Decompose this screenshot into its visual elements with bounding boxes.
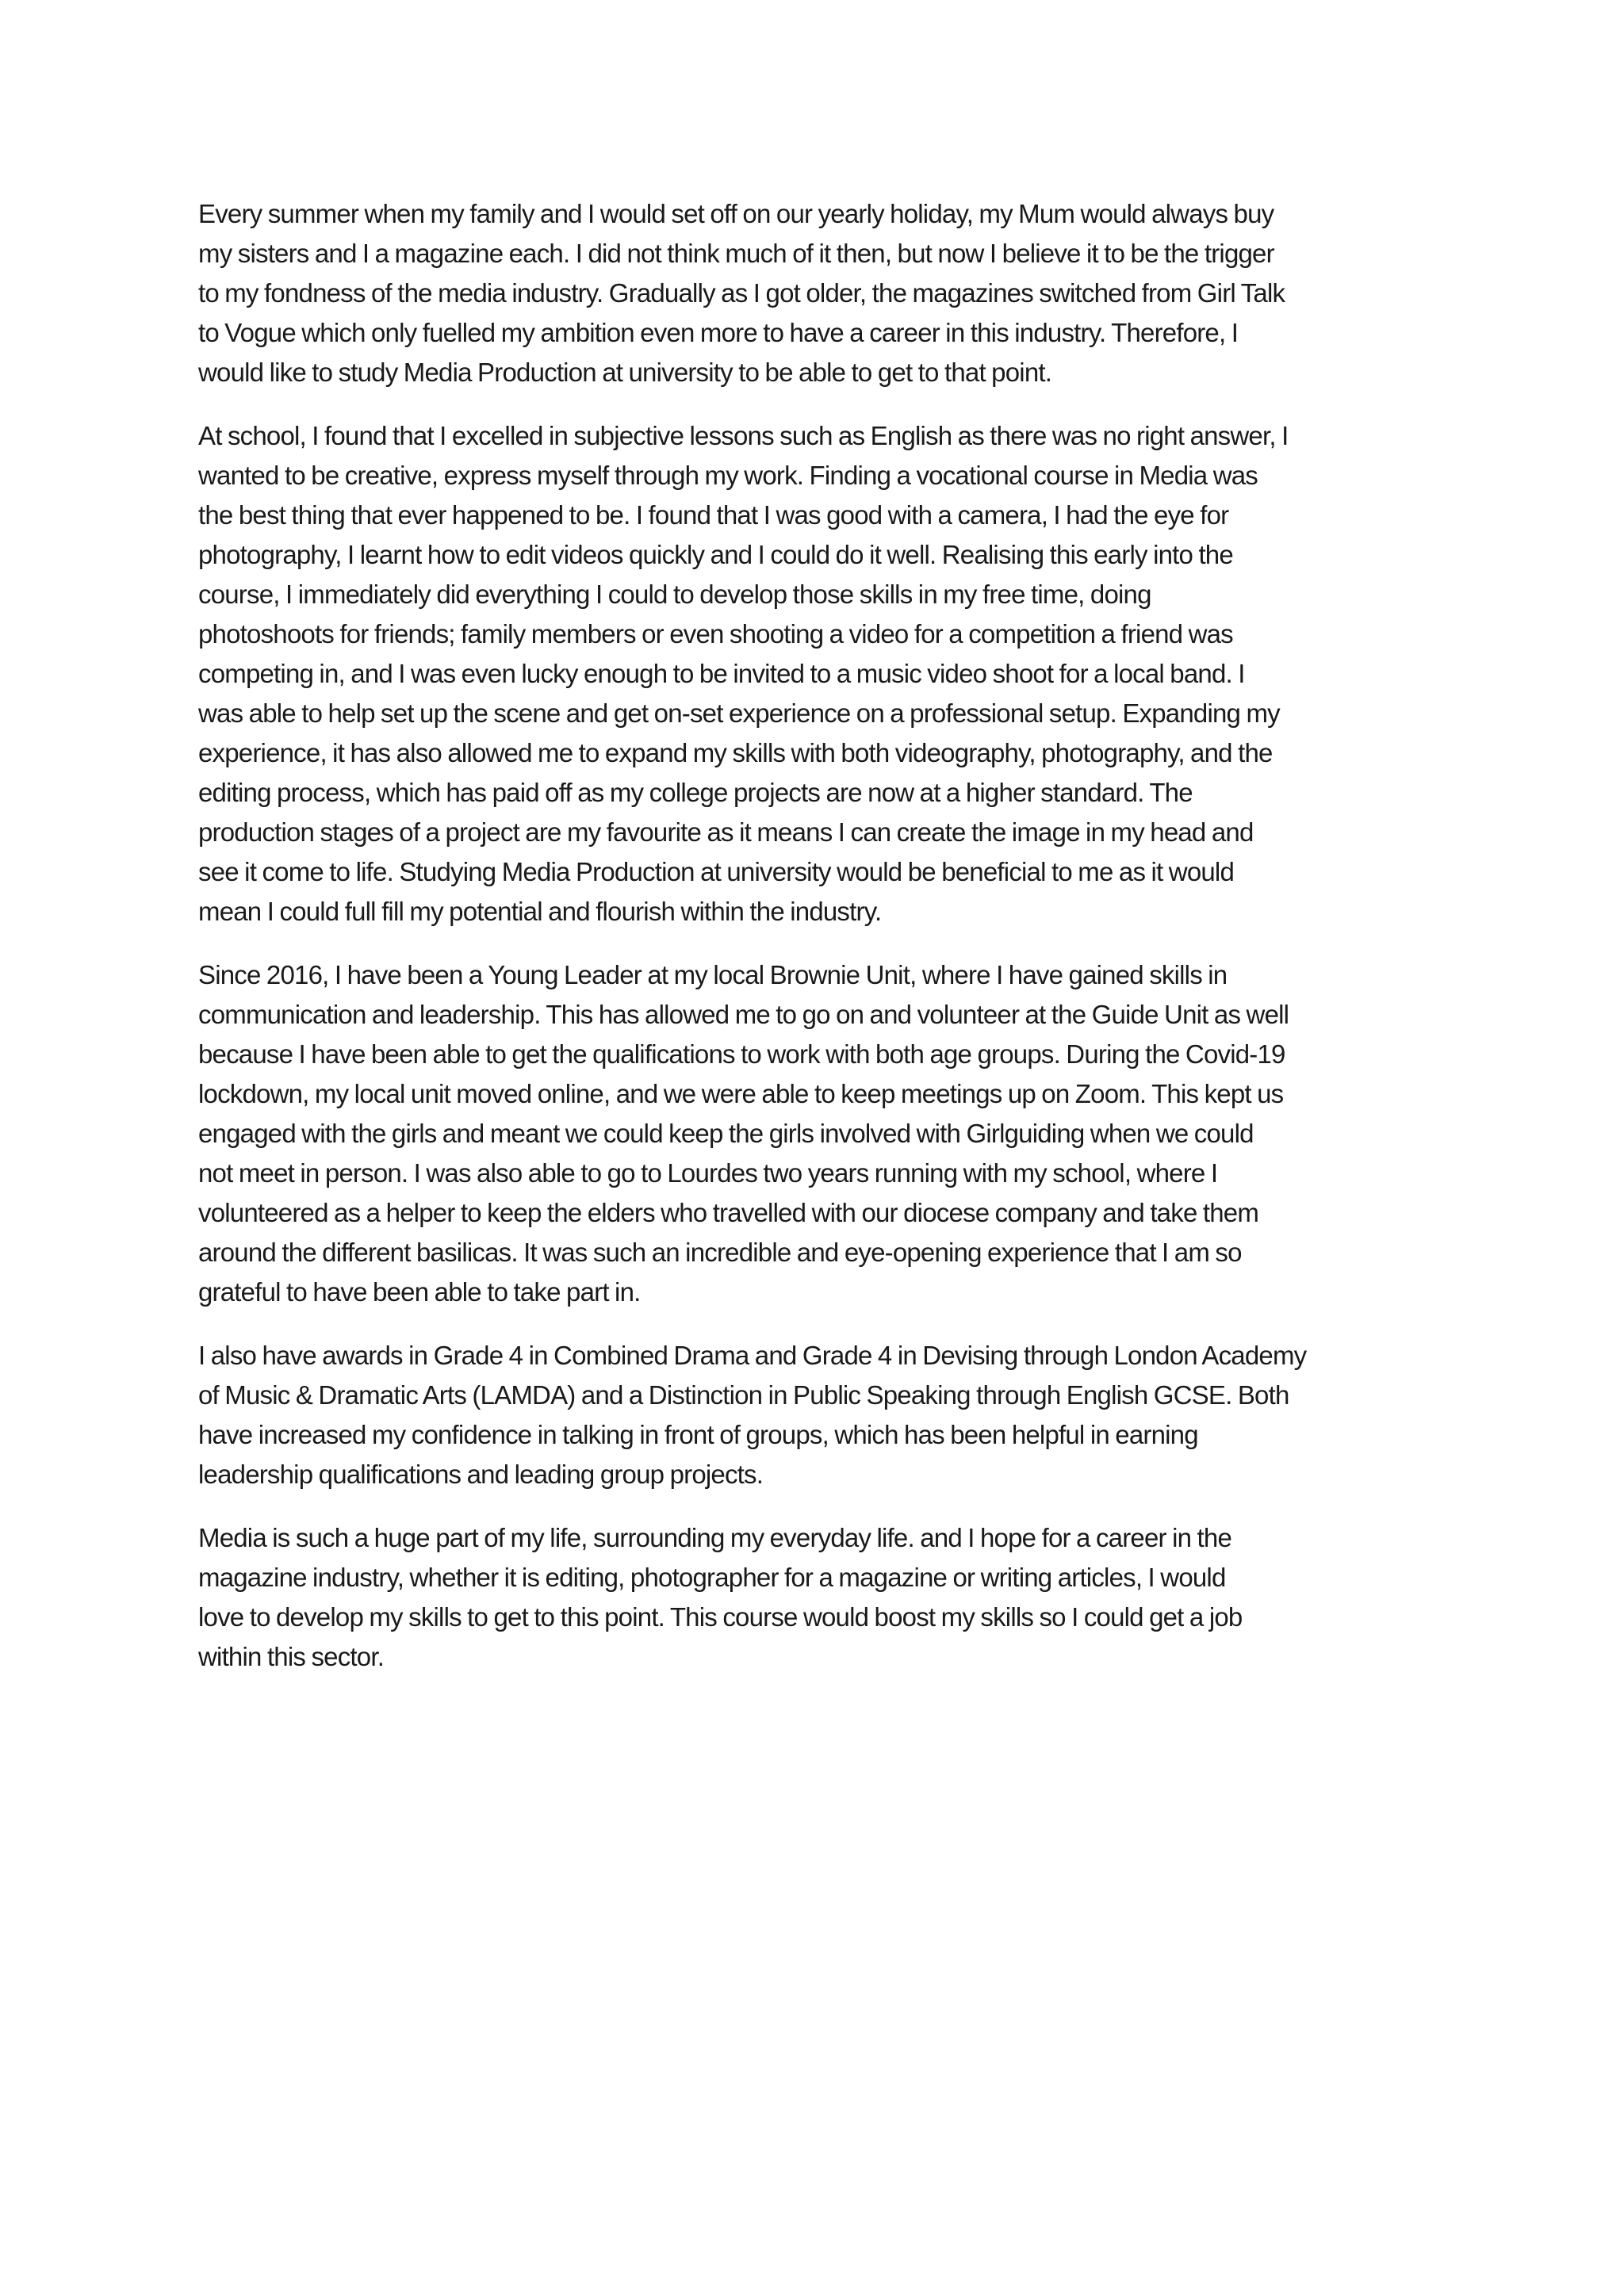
text-line: photography, I learnt how to edit videos quickly and I could do it well. Realising this early into the (198, 540, 1233, 569)
text-line: I also have awards in Grade 4 in Combined Drama and Grade 4 in Devising through London Academy (198, 1341, 1307, 1370)
text-line: because I have been able to get the qualifications to work with both age groups. During the Covid-19 (198, 1039, 1285, 1069)
text-line: leadership qualifications and leading group projects. (198, 1460, 764, 1489)
paragraph-5 (198, 1518, 1447, 1677)
text-line: within this sector. (198, 1642, 385, 1671)
text-line: not meet in person. I was also able to go to Lourdes two years running with my school, where I (198, 1158, 1218, 1188)
text-line: communication and leadership. This has allowed me to go on and volunteer at the Guide Unit as well (198, 1000, 1289, 1029)
text-line: to my fondness of the media industry. Gradually as I got older, the magazines switched from Girl Talk (198, 278, 1285, 308)
text-line: Media is such a huge part of my life, surrounding my everyday life. and I hope for a career in the (198, 1523, 1232, 1552)
text-line: wanted to be creative, express myself through my work. Finding a vocational course in Media was (198, 461, 1258, 490)
document-body (198, 194, 1447, 1701)
text-line: volunteered as a helper to keep the elders who travelled with our diocese company and take them (198, 1198, 1259, 1227)
text-line: mean I could full fill my potential and flourish within the industry. (198, 897, 882, 926)
text-line: competing in, and I was even lucky enough to be invited to a music video shoot for a local band. I (198, 659, 1245, 688)
text-line: see it come to life. Studying Media Production at university would be beneficial to me as it would (198, 857, 1235, 886)
text-line: photoshoots for friends; family members or even shooting a video for a competition a friend was (198, 619, 1233, 649)
text-line: love to develop my skills to get to this point. This course would boost my skills so I could get a job (198, 1602, 1243, 1632)
text-line: magazine industry, whether it is editing, photographer for a magazine or writing articles, I would (198, 1563, 1226, 1592)
text-line: grateful to have been able to take part in. (198, 1277, 641, 1307)
paragraph-4 (198, 1336, 1447, 1494)
text-line: of Music & Dramatic Arts (LAMDA) and a Distinction in Public Speaking through English GCSE. Both (198, 1380, 1289, 1410)
text-line: to Vogue which only fuelled my ambition even more to have a career in this industry. Therefore, I (198, 318, 1239, 347)
text-line: editing process, which has paid off as my college projects are now at a higher standard. The (198, 778, 1193, 807)
text-line: course, I immediately did everything I could to develop those skills in my free time, doing (198, 580, 1151, 609)
text-line: production stages of a project are my favourite as it means I can create the image in my head and (198, 817, 1254, 847)
text-line: have increased my confidence in talking in front of groups, which has been helpful in earning (198, 1420, 1198, 1449)
paragraph-3 (198, 955, 1447, 1312)
text-line: my sisters and I a magazine each. I did not think much of it then, but now I believe it to be the trigger (198, 239, 1274, 268)
text-line: around the different basilicas. It was such an incredible and eye-opening experience that I am so (198, 1238, 1242, 1267)
text-line: Every summer when my family and I would set off on our yearly holiday, my Mum would always buy (198, 199, 1274, 228)
text-line: would like to study Media Production at university to be able to get to that point. (198, 358, 1052, 387)
text-line: experience, it has also allowed me to expand my skills with both videography, photography, and the (198, 738, 1273, 767)
text-line: At school, I found that I excelled in subjective lessons such as English as there was no right answer, I (198, 421, 1289, 450)
paragraph-2 (198, 416, 1447, 932)
text-line: lockdown, my local unit moved online, and we were able to keep meetings up on Zoom. This kept us (198, 1079, 1284, 1108)
paragraph-1 (198, 194, 1447, 392)
text-line: Since 2016, I have been a Young Leader at my local Brownie Unit, where I have gained skills in (198, 960, 1228, 989)
text-line: the best thing that ever happened to be. I found that I was good with a camera, I had the eye for (198, 500, 1229, 530)
text-line: was able to help set up the scene and get on-set experience on a professional setup. Expanding my (198, 698, 1280, 728)
text-line: engaged with the girls and meant we could keep the girls involved with Girlguiding when we could (198, 1119, 1254, 1148)
